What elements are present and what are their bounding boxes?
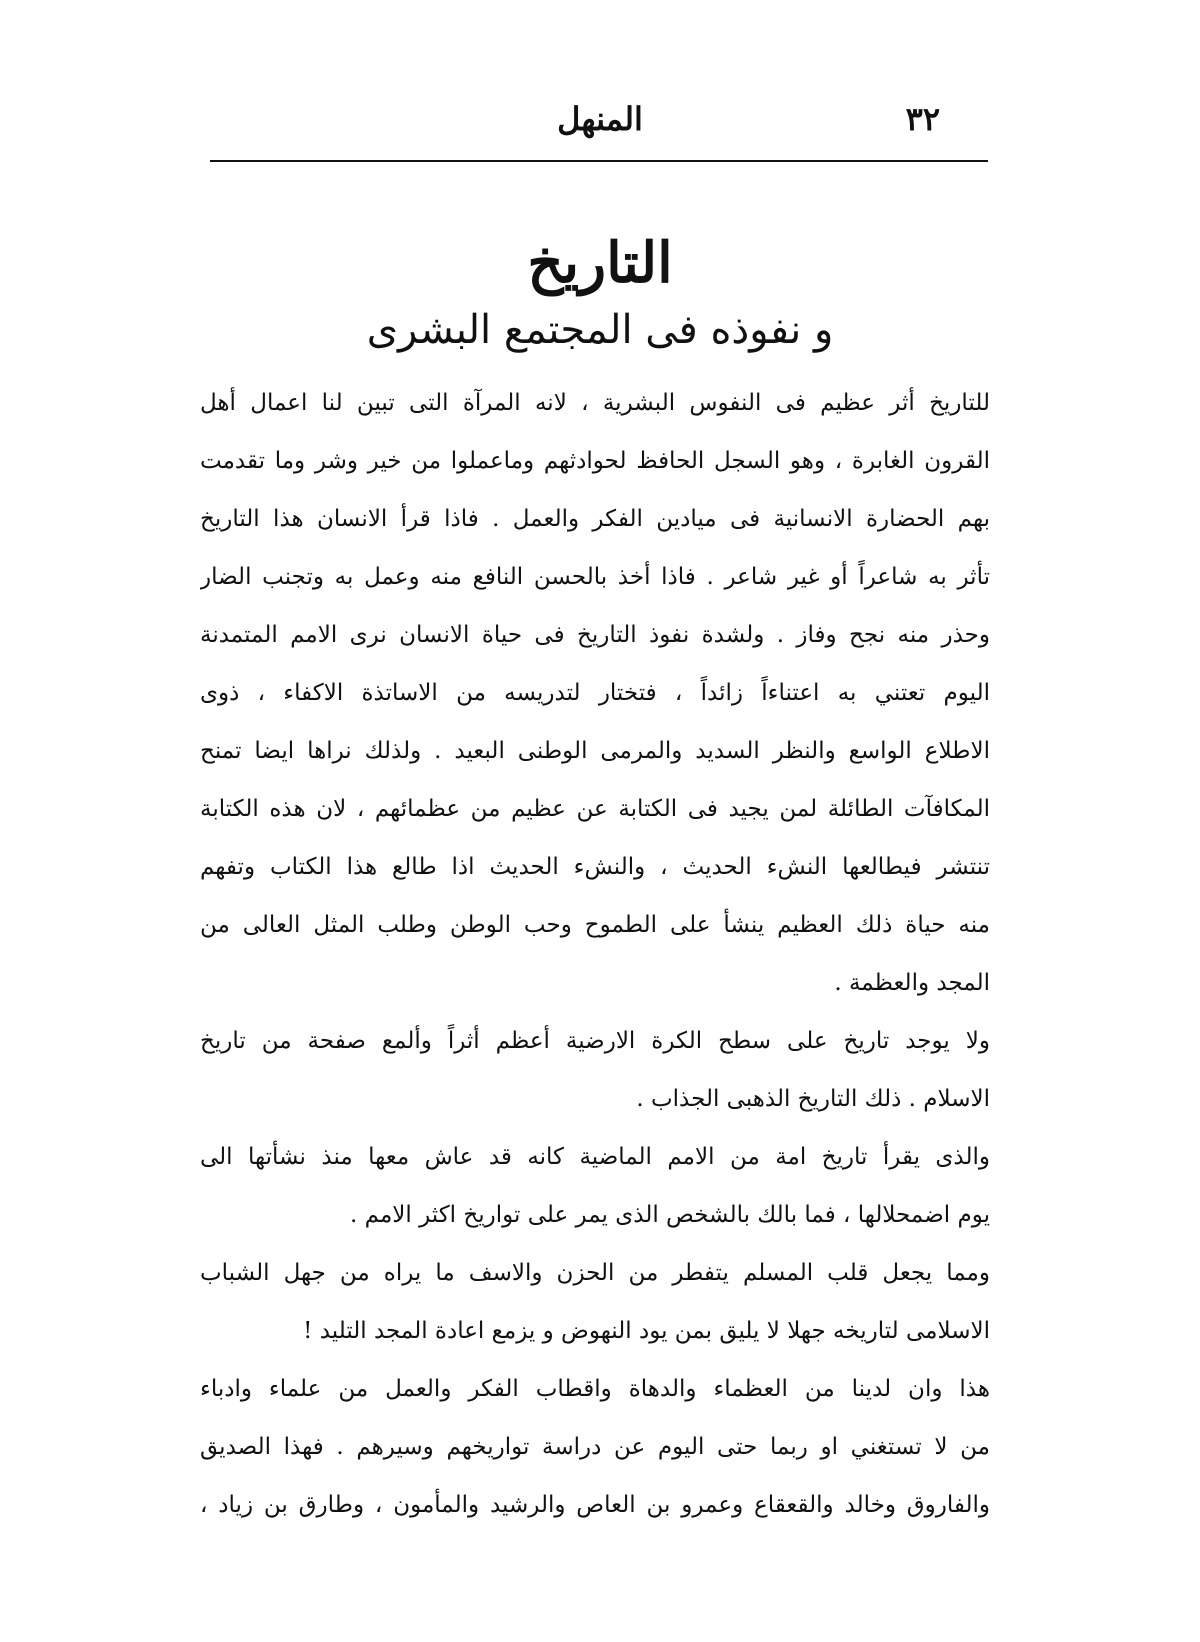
article-body <box>200 374 990 1534</box>
text-line: المجد والعظمة . <box>834 970 990 996</box>
page-header <box>210 100 990 150</box>
text-line: هذا وان لدينا من العظماء والدهاة واقطاب الفكر والعمل من علماء وادباء <box>200 1376 990 1402</box>
text-line: اليوم تعتني به اعتناءاً زائداً ، فتختار لتدريسه من الاساتذة الاكفاء ، ذوى <box>200 680 990 706</box>
page-number: ٣٢ <box>905 100 940 138</box>
text-line: وحذر منه نجح وفاز . ولشدة نفوذ التاريخ فى حياة الانسان نرى الامم المتمدنة <box>200 622 990 648</box>
text-line: يوم اضمحلالها ، فما بالك بالشخص الذى يمر على تواريخ اكثر الامم . <box>350 1202 990 1228</box>
text-line: الاطلاع الواسع والنظر السديد والمرمى الوطنى البعيد . ولذلك نراها ايضا تمنح <box>200 738 990 764</box>
text-line: ولا يوجد تاريخ على سطح الكرة الارضية أعظم أثراً وألمع صفحة من تاريخ <box>200 1028 990 1054</box>
header-rule <box>210 160 988 162</box>
text-line: تنتشر فيطالعها النشء الحديث ، والنشء الحديث اذا طالع هذا الكتاب وتفهم <box>200 854 990 880</box>
text-line: المكافآت الطائلة لمن يجيد فى الكتابة عن عظيم من عظمائهم ، لان هذه الكتابة <box>200 796 990 822</box>
text-line: والفاروق وخالد والقعقاع وعمرو بن العاص والرشيد والمأمون ، وطارق بن زياد ، <box>200 1492 990 1518</box>
article-subtitle: و نفوذه فى المجتمع البشرى <box>366 307 834 353</box>
text-line: بهم الحضارة الانسانية فى ميادين الفكر والعمل . فاذا قرأ الانسان هذا التاريخ <box>200 506 990 532</box>
text-line: للتاريخ أثر عظيم فى النفوس البشرية ، لانه المرآة التى تبين لنا اعمال أهل <box>200 390 990 416</box>
text-line: من لا تستغني او ربما حتى اليوم عن دراسة تواريخهم وسيرهم . فهذا الصديق <box>200 1434 990 1460</box>
text-line: منه حياة ذلك العظيم ينشأ على الطموح وحب الوطن وطلب المثل العالى من <box>200 912 990 938</box>
text-line: القرون الغابرة ، وهو السجل الحافظ لحوادثهم وماعملوا من خير وشر وما تقدمت <box>200 448 990 474</box>
text-line: تأثر به شاعراً أو غير شاعر . فاذا أخذ بالحسن النافع منه وعمل به وتجنب الضار <box>200 564 990 590</box>
text-line: الاسلام . ذلك التاريخ الذهبى الجذاب . <box>636 1086 990 1112</box>
text-line: والذى يقرأ تاريخ امة من الامم الماضية كانه قد عاش معها منذ نشأتها الى <box>200 1144 990 1170</box>
running-title: المنهل <box>557 100 643 138</box>
text-line: الاسلامى لتاريخه جهلا لا يليق بمن يود النهوض و يزمع اعادة المجد التليد ! <box>303 1318 990 1344</box>
text-line: ومما يجعل قلب المسلم يتفطر من الحزن والاسف ما يراه من جهل الشباب <box>200 1260 990 1286</box>
article-title: التاريخ <box>527 230 673 296</box>
